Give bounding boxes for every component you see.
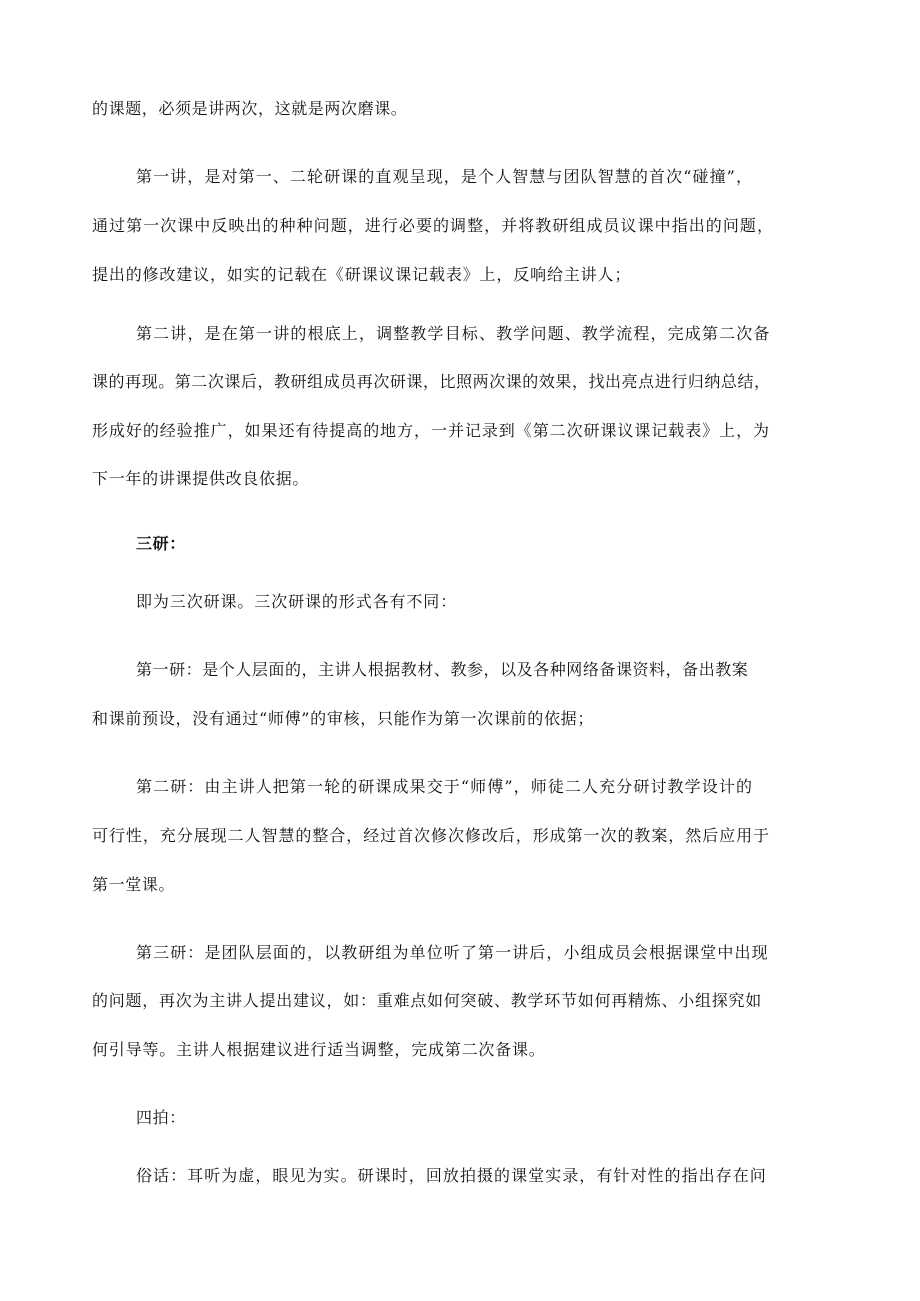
paragraph-line: 何引导等。主讲人根据建议进行适当调整，完成第二次备课。 — [92, 1040, 546, 1059]
paragraph-line: 第一讲，是对第一、二轮研课的直观呈现，是个人智慧与团队智慧的首次“碰撞”， — [136, 167, 754, 186]
paragraph-line: 下一年的讲课提供改良依据。 — [92, 469, 310, 488]
paragraph-line: 可行性，充分展现二人智慧的整合，经过首次修次修改后，形成第一次的教案，然后应用于 — [92, 826, 771, 845]
paragraph-line: 俗话：耳听为虚，眼见为实。研课时，回放拍摄的课堂实录，有针对性的指出存在问 — [136, 1166, 767, 1185]
paragraph-line: 形成好的经验推广，如果还有待提高的地方，一并记录到《第二次研课议课记载表》上，为 — [92, 421, 771, 440]
paragraph-line: 提出的修改建议，如实的记载在《研课议课记载表》上，反响给主讲人； — [92, 265, 632, 284]
paragraph-line: 第一研：是个人层面的，主讲人根据教材、教参，以及各种网络备课资料，备出教案 — [136, 660, 749, 679]
paragraph-line: 第二研：由主讲人把第一轮的研课成果交于“师傅”，师徒二人充分研讨教学设计的 — [136, 777, 754, 796]
paragraph-line: 即为三次研课。三次研课的形式各有不同： — [136, 592, 458, 611]
section-heading: 三研： — [136, 534, 186, 553]
paragraph-line: 第三研：是团队层面的，以教研组为单位听了第一讲后，小组成员会根据课堂中出现 — [136, 943, 769, 962]
paragraph-line: 的课题，必须是讲两次，这就是两次磨课。 — [92, 99, 408, 118]
paragraph-line: 课的再现。第二次课后，教研组成员再次研课，比照两次课的效果，找出亮点进行归纳总结， — [92, 372, 771, 391]
section-heading: 四拍： — [136, 1108, 186, 1127]
paragraph-line: 的问题，再次为主讲人提出建议，如：重难点如何突破、教学环节如何再精炼、小组探究如 — [92, 991, 763, 1010]
paragraph-line: 第一堂课。 — [92, 875, 176, 894]
paragraph-line: 通过第一次课中反映出的种种问题，进行必要的调整，并将教研组成员议课中指出的问题， — [92, 216, 775, 235]
paragraph-line: 第二讲，是在第一讲的根底上，调整教学目标、教学问题、教学流程，完成第二次备 — [136, 324, 771, 343]
paragraph-line: 和课前预设，没有通过“师傅”的审核，只能作为第一次课前的依据； — [92, 709, 595, 728]
